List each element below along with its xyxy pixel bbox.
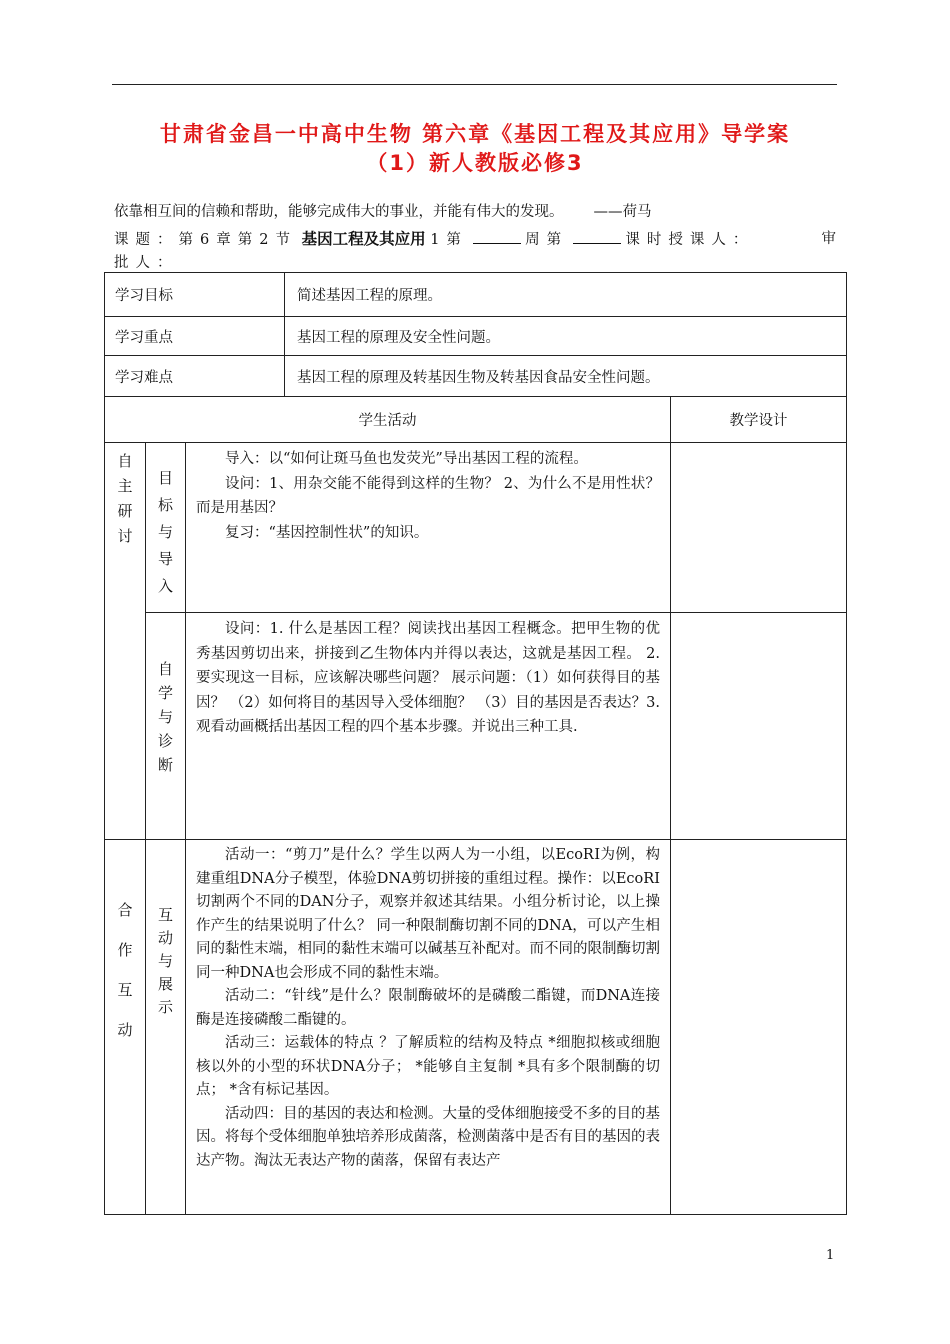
self-diagnosis-text: 设问：1. 什么是基因工程？阅读找出基因工程概念。把甲生物的优秀基因剪切出来，拼接到乙生物体内并得以表达，这就是基因工程。 2. 要实现这一目标，应该解决哪些问题？ 展示问题：（1）如何获得目的基因？ （2）如何将目的基因导入受体细胞？ （3）目的基因是否表达？3. 观看动画概括出基因工程的四个基本步骤。并说出三种工具. (196, 621, 660, 735)
period-label: 课时授课人： (625, 232, 755, 248)
objective-row (105, 273, 847, 317)
teacher-notes-1 (671, 443, 847, 613)
self-study-label: 自主研讨 (117, 452, 133, 545)
self-diagnosis-content (186, 613, 671, 840)
page-number: 1 (826, 1248, 835, 1263)
teacher-notes-2 (671, 613, 847, 840)
difficulty-label: 学习难点 (105, 356, 285, 397)
objective-label: 学习目标 (105, 273, 285, 317)
keypoint-label: 学习重点 (105, 317, 285, 356)
lesson-info (114, 228, 836, 275)
study-plan-table (104, 272, 847, 1215)
title-line-2: （1）新人教版必修3 (366, 151, 584, 175)
cooperation-row (105, 840, 847, 1215)
lesson-prefix: 课题：第6章第2节 (114, 232, 297, 248)
target-intro-cell (146, 443, 186, 613)
difficulty-value: 基因工程的原理及转基因生物及转基因食品安全性问题。 (285, 356, 847, 397)
header-rule (112, 84, 837, 85)
column-header-row (105, 397, 847, 443)
week-prefix: 1第 (430, 232, 468, 248)
teaching-design-header: 教学设计 (671, 397, 847, 443)
lesson-topic: 基因工程及其应用 (301, 230, 426, 248)
lesson-row (114, 228, 836, 252)
motto-text: 依靠相互间的信赖和帮助，能够完成伟大的事业，并能有伟大的发现。 (114, 204, 564, 220)
activity-4: 活动四：目的基因的表达和检测。大量的受体细胞接受不多的目的基因。将每个受体细胞单独培养形成菌落，检测菌落中是否有目的基因的表达产物。淘汰无表达产物的菌落，保留有表达产 (196, 1105, 660, 1169)
intro-line: 导入：以“如何让斑马鱼也发荧光”导出基因工程的流程。 (225, 451, 588, 467)
interaction-label: 互动与展示 (157, 906, 173, 1016)
teacher-notes-3 (671, 840, 847, 1215)
keypoint-row (105, 317, 847, 356)
reviewer-continued: 批人： (114, 255, 179, 271)
question-line: 设问：1、用杂交能不能得到这样的生物？ 2、为什么不是用性状？而是用基因？ (196, 475, 660, 516)
difficulty-row (105, 356, 847, 397)
activity-3: 活动三：运载体的特点 ？了解质粒的结构及特点 *细胞拟核或细胞核以外的小型的环状DNA分子； *能够自主复制 *具有多个限制酶的切点； *含有标记基因。 (196, 1035, 660, 1098)
keypoint-value: 基因工程的原理及安全性问题。 (285, 317, 847, 356)
interaction-cell (146, 840, 186, 1215)
reviewer-label: 审 (821, 231, 836, 247)
interaction-content (186, 840, 671, 1215)
self-diagnosis-cell (146, 613, 186, 840)
title-line-1: 甘肃省金昌一中高中生物 第六章《基因工程及其应用》导学案 (159, 122, 791, 146)
week-label: 周第 (525, 232, 569, 248)
student-activity-header: 学生活动 (105, 397, 671, 443)
activity-1: 活动一：“剪刀”是什么？学生以两人为一小组，以EcoRⅠ为例，构建重组DNA分子模型，体验DNA剪切拼接的重组过程。操作：以EcoRⅠ切割两个不同的DAN分子，观察并叙述其结果。小组分析讨论，以上操作产生的结果说明了什么？ 同一种限制酶切割不同的DNA，可以产生相同的黏性末端，相同的黏性末端可以碱基互补配对。而不同的限制酶切割同一种DNA也会形成不同的黏性末端。 (196, 847, 660, 981)
cooperation-section (105, 840, 146, 1215)
self-diagnosis-label: 自学与诊断 (157, 660, 173, 774)
cooperation-label: 合作互动 (117, 901, 133, 1039)
objective-value: 简述基因工程的原理。 (285, 273, 847, 317)
target-intro-label: 目标与导入 (157, 469, 173, 595)
self-study-row (105, 613, 847, 840)
review-line: 复习：“基因控制性状”的知识。 (225, 524, 429, 541)
period-blank (573, 229, 621, 244)
activity-2: 活动二：“针线”是什么？限制酶破坏的是磷酸二酯键，而DNA连接酶是连接磷酸二酯键的。 (196, 988, 660, 1028)
document-title (100, 120, 850, 178)
motto (114, 200, 652, 221)
target-intro-content (186, 443, 671, 613)
target-intro-row (105, 443, 847, 613)
motto-author: ——荷马 (593, 204, 652, 220)
self-study-section (105, 443, 146, 840)
week-blank (473, 229, 521, 244)
